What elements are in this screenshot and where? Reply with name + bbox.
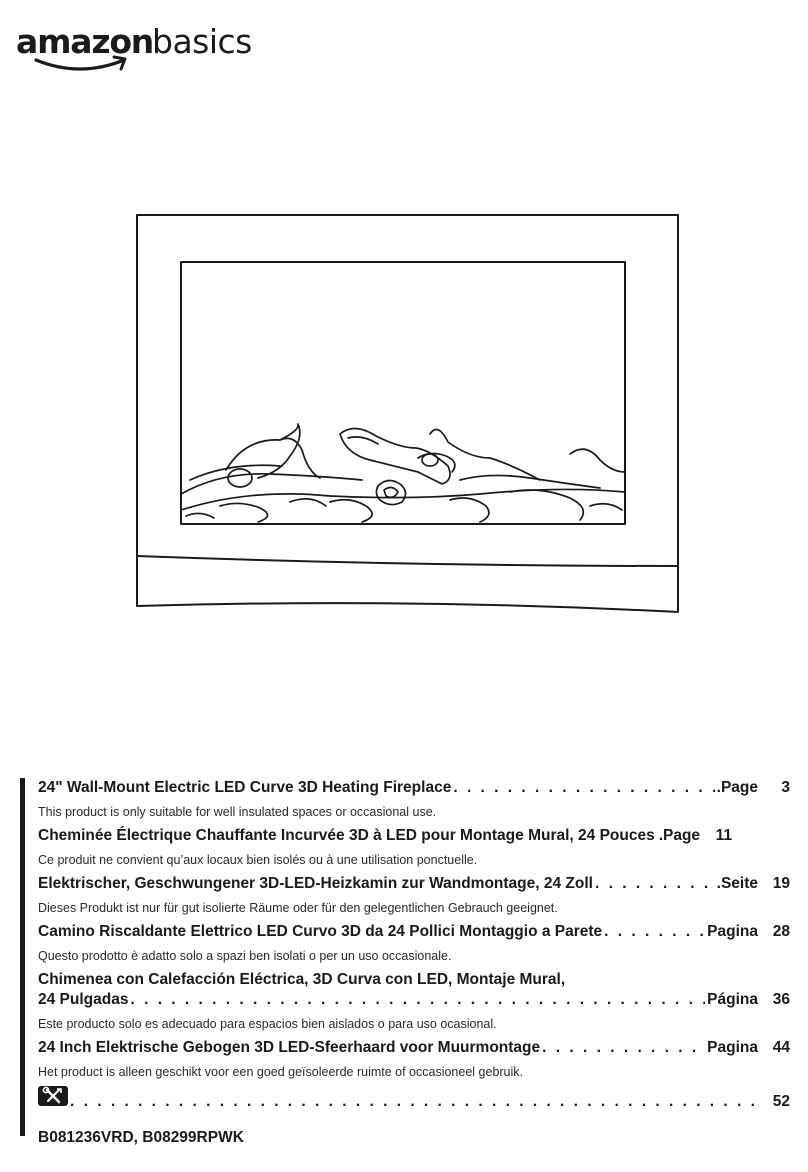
toc-page-number: 3 (781, 779, 790, 796)
toc-page-label: .Page (716, 779, 758, 796)
model-numbers: B081236VRD, B08299RPWK (38, 1129, 244, 1146)
toc-dot-leader (453, 778, 714, 798)
brand-logo (16, 10, 286, 80)
fireplace-frame (137, 215, 678, 612)
toc-dot-leader (595, 874, 715, 894)
toc-entry-note: Este producto solo es adecuado para espacios bien aislados o para uso ocasional. (38, 1017, 497, 1031)
toc-page-label: .Page (658, 827, 701, 844)
toc-accent-bar (20, 778, 25, 1136)
toc-entry-title: Camino Riscaldante Elettrico LED Curvo 3D da 24 Pollici Montaggio a Parete (38, 923, 603, 940)
toc-entry-title-line1: Chimenea con Calefacción Eléctrica, 3D Curva con LED, Montaje Mural, (38, 971, 566, 988)
toc-page-number: 11 (715, 827, 733, 844)
smile-arrow-icon (32, 54, 132, 76)
toc-entry-title: 24 Inch Elektrische Gebogen 3D LED-Sfeerhaard voor Muurmontage (38, 1039, 541, 1056)
toc-entry-italian (38, 922, 790, 964)
toc-entry-french (38, 826, 790, 868)
toc-page-number: 19 (772, 875, 790, 892)
fireplace-illustration (130, 210, 686, 618)
fireplace-base-line (137, 556, 678, 566)
log-bed-drawing (181, 424, 625, 522)
brand-name-amazon: amazon (16, 22, 154, 61)
toc-entry-title: Elektrischer, Geschwungener 3D-LED-Heizkamin zur Wandmontage, 24 Zoll (38, 875, 593, 892)
toc-page-label: Página (707, 991, 758, 1008)
toc-page-number: 28 (772, 923, 790, 940)
toc-entry-english (38, 778, 790, 820)
toc-dot-leader (130, 990, 705, 1010)
toc-entry-note: Dieses Produkt ist nur für gut isolierte Räume oder für den gelegentlichen Gebrauch geeignet. (38, 901, 558, 915)
toc-entry-title: 24 Pulgadas (38, 991, 129, 1008)
toc-page-label: Pagina (707, 923, 758, 940)
toc-page-number: 36 (772, 991, 790, 1008)
toc-entry-title: Cheminée Électrique Chauffante Incurvée 3D à LED pour Montage Mural, 24 Pouces (38, 827, 655, 844)
tools-icon (38, 1086, 68, 1106)
toc-page-label: Pagina (707, 1039, 758, 1056)
toc-dot-leader (70, 1092, 756, 1112)
toc-page-label: .Seite (716, 875, 758, 892)
brand-name-basics: basics (152, 22, 252, 61)
toc-entry-note: Ce produit ne convient qu’aux locaux bien isolés ou à une utilisation ponctuelle. (38, 853, 478, 867)
toc-dot-leader (604, 922, 705, 942)
toc-entry-tools (38, 1086, 790, 1112)
toc-list (38, 778, 790, 1112)
toc-entry-title: 24" Wall-Mount Electric LED Curve 3D Heating Fireplace (38, 779, 452, 796)
toc-entry-german (38, 874, 790, 916)
toc-page-number: 44 (772, 1039, 790, 1056)
toc-dot-leader (542, 1038, 705, 1058)
toc-entry-dutch (38, 1038, 790, 1080)
toc-entry-note: This product is only suitable for well insulated spaces or occasional use. (38, 805, 437, 819)
toc-entry-spanish (38, 970, 790, 1032)
toc-page-number: 52 (772, 1093, 790, 1110)
toc-entry-note: Questo prodotto è adatto solo a spazi ben isolati o per un uso occasionale. (38, 949, 452, 963)
toc-entry-note: Het product is alleen geschikt voor een goed geïsoleerde ruimte of occasioneel gebruik. (38, 1065, 524, 1079)
